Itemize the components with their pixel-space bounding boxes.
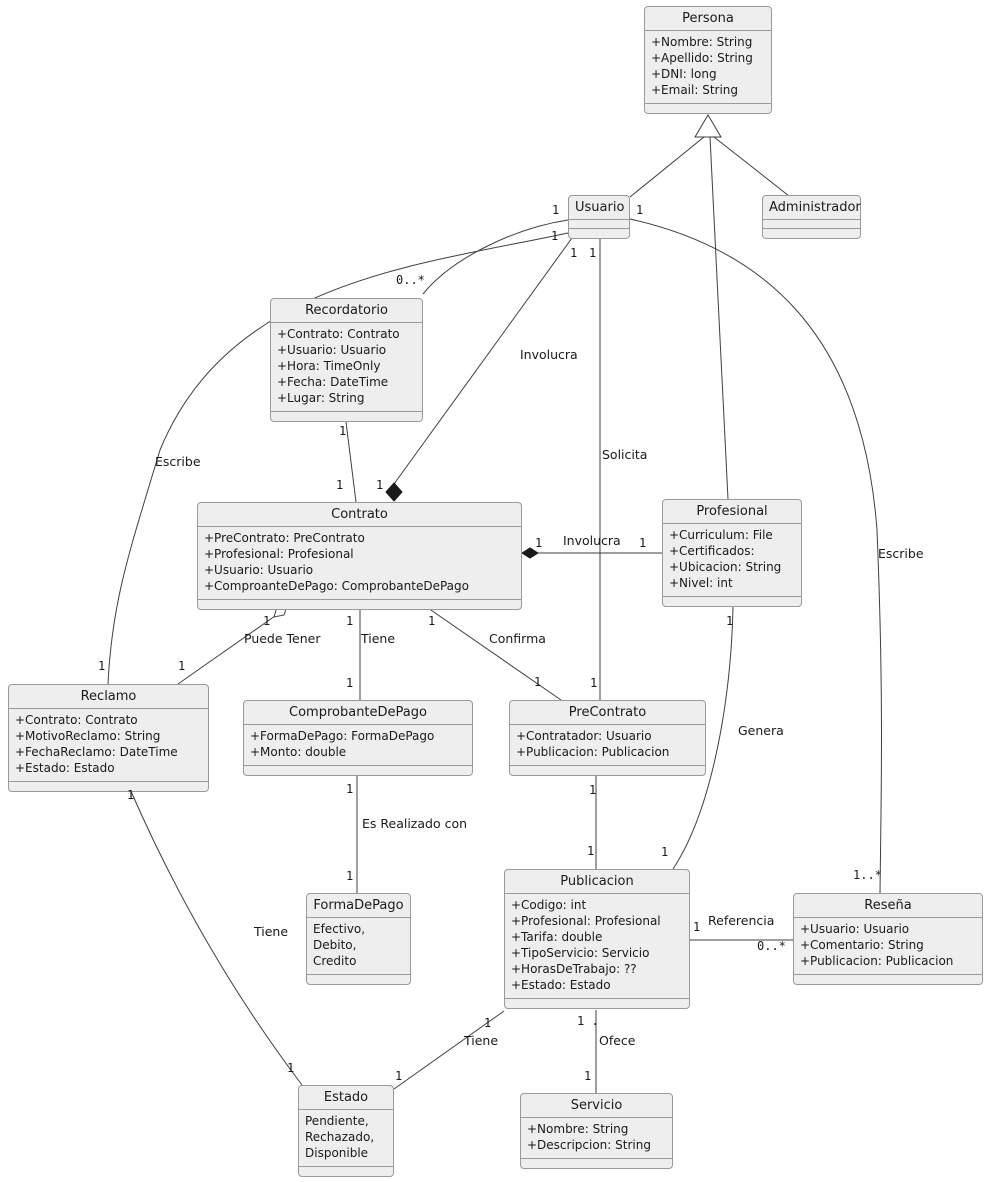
enum-value: Credito xyxy=(313,954,357,968)
edge-label-confirma: Confirma xyxy=(489,631,546,646)
class-attribute: +Usuario: Usuario xyxy=(800,922,910,936)
class-attribute: +Nombre: String xyxy=(527,1122,629,1136)
edge-label-involucra-usuario-contrato: Involucra xyxy=(520,347,578,362)
class-title: Reclamo xyxy=(9,685,208,709)
class-attributes xyxy=(9,709,208,782)
edge-usuario-persona-generalization xyxy=(630,137,704,197)
class-title: Usuario xyxy=(569,196,629,220)
class-attribute: +DNI: long xyxy=(651,67,717,81)
class-publicacion xyxy=(504,869,690,1009)
enum-value: Pendiente, xyxy=(305,1114,369,1128)
class-title: Persona xyxy=(645,7,771,31)
class-attributes xyxy=(307,918,410,975)
multiplicity: 1 xyxy=(589,783,597,797)
multiplicity: 1 xyxy=(552,203,560,217)
class-methods-compartment xyxy=(271,412,422,421)
multiplicity: 1 xyxy=(395,1069,403,1083)
multiplicity: 0..* xyxy=(757,939,786,953)
enum-value: Rechazado, xyxy=(305,1130,375,1144)
class-title: Profesional xyxy=(663,500,801,524)
class-attribute: +Contrato: Contrato xyxy=(15,713,138,727)
class-title: Reseña xyxy=(794,894,982,918)
multiplicity: 1 xyxy=(98,659,106,673)
multiplicity: 1..* xyxy=(853,868,882,882)
class-attributes xyxy=(198,527,521,600)
class-methods-compartment xyxy=(521,1159,672,1168)
class-title: ComprobanteDePago xyxy=(244,701,472,725)
class-attribute: +Tarifa: double xyxy=(511,930,603,944)
class-persona xyxy=(644,6,772,114)
multiplicity: 1 xyxy=(127,788,135,802)
class-administrador xyxy=(762,195,861,239)
class-attribute: +Curriculum: File xyxy=(669,528,773,542)
class-methods-compartment xyxy=(794,975,982,984)
class-title: Contrato xyxy=(198,503,521,527)
class-attribute: +TipoServicio: Servicio xyxy=(511,946,650,960)
class-attribute: +Estado: Estado xyxy=(15,761,115,775)
multiplicity: 1 xyxy=(570,246,578,260)
enum-value: Debito, xyxy=(313,938,357,952)
class-reclamo xyxy=(8,684,209,792)
class-methods-compartment xyxy=(244,766,472,775)
multiplicity: 1 xyxy=(339,424,347,438)
class-attribute: +FormaDePago: FormaDePago xyxy=(250,729,435,743)
class-attribute: +Lugar: String xyxy=(277,391,365,405)
multiplicity: 1 xyxy=(346,869,354,883)
class-methods-compartment xyxy=(9,782,208,791)
class-attribute: +Nivel: int xyxy=(669,576,733,590)
class-attribute: +Certificados: xyxy=(669,544,755,558)
class-title: FormaDePago xyxy=(307,894,410,918)
class-attribute: +Usuario: Usuario xyxy=(277,343,387,357)
edge-label-tiene-reclamo-estado: Tiene xyxy=(254,924,289,939)
class-attribute: +MotivoReclamo: String xyxy=(15,729,161,743)
class-contrato xyxy=(197,502,522,610)
class-attributes xyxy=(521,1118,672,1159)
multiplicity: 1 xyxy=(590,676,598,690)
class-attribute: +Usuario: Usuario xyxy=(204,563,314,577)
composition-diamond-contrato-top xyxy=(386,483,402,501)
class-attributes xyxy=(794,918,982,975)
class-recordatorio xyxy=(270,298,423,422)
class-title: Estado xyxy=(299,1086,393,1110)
class-methods-compartment xyxy=(763,229,860,238)
class-methods-compartment xyxy=(505,999,689,1008)
edge-label-escribe-right: Escribe xyxy=(878,546,924,561)
multiplicity: 1 xyxy=(587,844,595,858)
class-attribute: +Publicacion: Publicacion xyxy=(516,745,670,759)
generalization-triangle xyxy=(695,115,721,137)
class-attribute: +Apellido: String xyxy=(651,51,753,65)
class-attributes xyxy=(663,524,801,597)
class-estado xyxy=(298,1085,394,1177)
multiplicity: 1 xyxy=(178,659,186,673)
class-attribute: +Fecha: DateTime xyxy=(277,375,389,389)
class-title: Publicacion xyxy=(505,870,689,894)
class-servicio xyxy=(520,1093,673,1169)
class-methods-compartment xyxy=(299,1167,393,1176)
class-attribute: +Contrato: Contrato xyxy=(277,327,400,341)
edge-contrato-reclamo xyxy=(178,616,275,684)
class-attributes xyxy=(505,894,689,999)
multiplicity: 0..* xyxy=(396,273,425,287)
class-attribute: +Comentario: String xyxy=(800,938,924,952)
multiplicity: 1 . xyxy=(577,1014,599,1028)
class-attributes xyxy=(510,725,705,766)
class-title: Recordatorio xyxy=(271,299,422,323)
edge-label-involucra-contrato-profesional: Involucra xyxy=(563,533,621,548)
edge-label-puede-tener: Puede Tener xyxy=(244,631,321,646)
class-title: PreContrato xyxy=(510,701,705,725)
class-attribute: +HorasDeTrabajo: ?? xyxy=(511,962,637,976)
multiplicity: 1 xyxy=(639,536,647,550)
class-attribute: +Descripcion: String xyxy=(527,1138,651,1152)
class-attributes xyxy=(299,1110,393,1167)
multiplicity: 1 xyxy=(589,246,597,260)
multiplicity: 1 xyxy=(636,203,644,217)
multiplicity: 1 xyxy=(534,675,542,689)
edge-label-es-realizado-con: Es Realizado con xyxy=(362,816,468,831)
multiplicity: 1 xyxy=(336,478,344,492)
class-methods-compartment xyxy=(198,600,521,609)
multiplicity: 1 xyxy=(346,676,354,690)
edge-label-ofece: Ofece xyxy=(599,1033,636,1048)
class-attribute: +Profesional: Profesional xyxy=(511,914,661,928)
class-methods-compartment xyxy=(569,229,629,238)
class-attribute: +FechaReclamo: DateTime xyxy=(15,745,178,759)
class-attribute: +Contratador: Usuario xyxy=(516,729,652,743)
multiplicity: 1 xyxy=(551,229,559,243)
edge-label-tiene-comprobante: Tiene xyxy=(361,631,396,646)
class-profesional xyxy=(662,499,802,607)
multiplicity: 1 xyxy=(376,478,384,492)
class-usuario xyxy=(568,195,630,239)
multiplicity: 1 xyxy=(693,920,701,934)
multiplicity: 1 xyxy=(484,1016,492,1030)
class-attribute: +Hora: TimeOnly xyxy=(277,359,381,373)
class-attribute: +Estado: Estado xyxy=(511,978,611,992)
multiplicity: 1 xyxy=(726,614,734,628)
class-comprobantedepago xyxy=(243,700,473,776)
class-attribute: +PreContrato: PreContrato xyxy=(204,531,365,545)
class-attribute: +Codigo: int xyxy=(511,898,587,912)
edge-usuario-recordatorio xyxy=(423,220,568,294)
multiplicity: 1 xyxy=(428,614,436,628)
enum-value: Disponible xyxy=(305,1146,369,1160)
class-attributes xyxy=(271,323,422,412)
multiplicity: 1 xyxy=(287,1061,295,1075)
class-attribute: +Publicacion: Publicacion xyxy=(800,954,954,968)
enum-value: Efectivo, xyxy=(313,922,366,936)
multiplicity: 1 xyxy=(263,614,271,628)
edge-label-genera: Genera xyxy=(738,723,784,738)
class-methods-compartment xyxy=(510,766,705,775)
class-attribute: +Profesional: Profesional xyxy=(204,547,354,561)
class-attributes xyxy=(645,31,771,104)
class-methods-compartment xyxy=(663,597,801,606)
multiplicity: 1 xyxy=(346,782,354,796)
class-attribute: +Ubicacion: String xyxy=(669,560,782,574)
multiplicity: 1 xyxy=(661,845,669,859)
class-methods-compartment xyxy=(307,975,410,984)
class-resena xyxy=(793,893,983,985)
class-attribute: +ComproanteDePago: ComprobanteDePago xyxy=(204,579,469,593)
class-attributes-compartment xyxy=(763,220,860,229)
multiplicity: 1 xyxy=(535,536,543,550)
class-attribute: +Monto: double xyxy=(250,745,347,759)
class-attribute: +Email: String xyxy=(651,83,739,97)
edge-label-escribe-left: Escribe xyxy=(155,454,201,469)
edge-label-referencia: Referencia xyxy=(708,913,775,928)
multiplicity: 1 xyxy=(346,614,354,628)
class-formadepago xyxy=(306,893,411,985)
class-title: Servicio xyxy=(521,1094,672,1118)
edge-administrador-persona-generalization xyxy=(714,137,789,196)
multiplicity: 1 xyxy=(584,1069,592,1083)
class-precontrato xyxy=(509,700,706,776)
edge-label-tiene-publicacion-estado: Tiene xyxy=(464,1033,499,1048)
class-methods-compartment xyxy=(645,104,771,113)
edge-profesional-persona-generalization xyxy=(710,137,728,499)
class-attributes-compartment xyxy=(569,220,629,229)
class-title: Administrador xyxy=(763,196,860,220)
class-attributes xyxy=(244,725,472,766)
class-attribute: +Nombre: String xyxy=(651,35,753,49)
edge-recordatorio-contrato xyxy=(346,422,356,502)
edge-label-solicita: Solicita xyxy=(602,447,648,462)
